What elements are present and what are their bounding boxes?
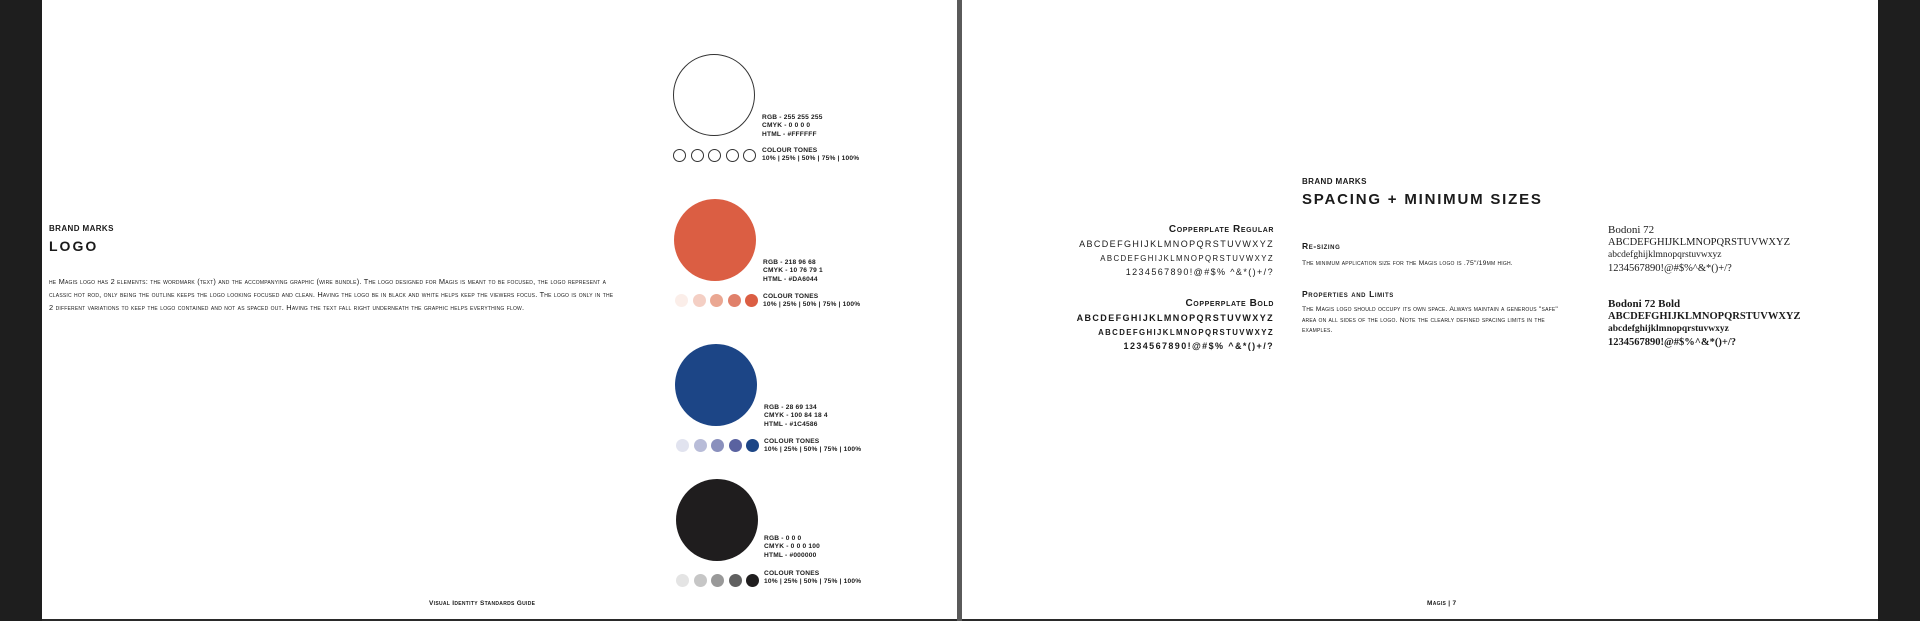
copperplate-bold-symbols: 1234567890!@#$% ^&*()+/? <box>1123 341 1274 351</box>
swatch-black-tones <box>676 574 764 592</box>
swatch-orange-circle <box>674 199 756 281</box>
swatch-blue-tones <box>676 439 764 457</box>
page-title: LOGO <box>49 238 99 254</box>
swatch-blue-cmyk: CMYK - 100 84 18 4 <box>764 412 828 420</box>
swatch-white-rgb: RGB - 255 255 255 <box>762 114 823 121</box>
tone-100 <box>746 574 759 587</box>
tone-25 <box>691 149 704 162</box>
swatch-orange-tones-label <box>763 293 860 310</box>
copperplate-bold-lower: ABCDEFGHIJKLMNOPQRSTUVWXYZ <box>1098 328 1274 337</box>
bodoni-72-upper: ABCDEFGHIJKLMNOPQRSTUVWXYZ <box>1608 237 1791 248</box>
copperplate-regular-name: Copperplate Regular <box>1168 224 1274 235</box>
swatch-blue-tones-label <box>764 438 861 455</box>
tones-title: COLOUR TONES <box>764 438 820 445</box>
tone-25 <box>694 574 707 587</box>
copperplate-regular-symbols: 1234567890!@#$% ^&*()+/? <box>1125 267 1274 277</box>
swatch-orange-html: HTML - #DA6044 <box>763 275 818 283</box>
tone-100 <box>743 149 756 162</box>
left-edge-bar <box>0 0 42 621</box>
swatch-black-circle <box>676 479 758 561</box>
tone-50 <box>711 574 724 587</box>
tone-10 <box>676 574 689 587</box>
swatch-orange-rgb: RGB - 218 96 68 <box>763 259 816 266</box>
page-spread-divider <box>957 0 962 621</box>
tones-title: COLOUR TONES <box>763 293 819 300</box>
swatch-blue <box>675 344 757 426</box>
tone-25 <box>693 294 706 307</box>
tone-10 <box>673 149 686 162</box>
copperplate-regular-lower: ABCDEFGHIJKLMNOPQRSTUVWXYZ <box>1100 254 1274 263</box>
tone-10 <box>675 294 688 307</box>
tone-75 <box>728 294 741 307</box>
bodoni-72-bold-symbols: 1234567890!@#$%^&*()+/? <box>1608 337 1737 348</box>
swatch-white-tones-label <box>762 147 859 164</box>
bodoni-72-bold-specimen <box>1608 298 1801 349</box>
tones-scale: 10% | 25% | 50% | 75% | 100% <box>762 155 860 163</box>
bodoni-72-symbols: 1234567890!@#$%^&*()+/? <box>1608 263 1732 274</box>
swatch-white-tones <box>673 149 761 167</box>
tone-75 <box>729 439 742 452</box>
swatch-white-values <box>762 114 823 139</box>
swatch-orange <box>674 199 756 281</box>
swatch-blue-values <box>764 404 828 429</box>
swatch-white-cmyk: CMYK - 0 0 0 0 <box>762 122 811 130</box>
bodoni-72-lower: abcdefghijklmnopqrstuvwxyz <box>1608 250 1722 260</box>
copperplate-regular-specimen <box>1050 224 1274 277</box>
tone-50 <box>711 439 724 452</box>
copperplate-bold-name: Copperplate Bold <box>1185 298 1274 309</box>
right-edge-bar <box>1878 0 1920 621</box>
swatch-black-html: HTML - #000000 <box>764 551 817 559</box>
copperplate-bold-specimen <box>1050 298 1274 351</box>
tone-50 <box>708 149 721 162</box>
swatch-blue-circle <box>675 344 757 426</box>
bodoni-72-bold-name: Bodoni 72 Bold <box>1608 298 1681 310</box>
copperplate-regular-upper: ABCDEFGHIJKLMNOPQRSTUVWXYZ <box>1079 239 1274 249</box>
tones-title: COLOUR TONES <box>764 570 820 577</box>
swatch-white-circle <box>673 54 755 136</box>
tones-scale: 10% | 25% | 50% | 75% | 100% <box>763 301 861 309</box>
bodoni-72-specimen <box>1608 224 1790 275</box>
swatch-black-cmyk: CMYK - 0 0 0 100 <box>764 543 820 551</box>
spacing-title: SPACING + MINIMUM SIZES <box>1302 191 1543 208</box>
swatch-black-rgb: RGB - 0 0 0 <box>764 535 802 542</box>
resizing-heading: Re-sizing <box>1302 241 1341 251</box>
tone-10 <box>676 439 689 452</box>
right-eyebrow: BRAND MARKS <box>1302 177 1367 186</box>
tone-100 <box>745 294 758 307</box>
bodoni-72-bold-lower: abcdefghijklmnopqrstuvwxyz <box>1608 324 1729 334</box>
right-footer: Magis | 7 <box>1427 600 1457 607</box>
tone-75 <box>729 574 742 587</box>
properties-heading: Properties and Limits <box>1302 289 1394 299</box>
logo-description: he Magis logo has 2 elements: the wordmark (text) and the accompanying graphic (wire bundle). The logo designed for Magis is meant to be focused, the logo represent a classic hot rod, only being the outline keeps the logo looking focused and clean. Having the logo be in black and white helps keep the viewers focus. The logo is only in the 2 different variations to keep the logo contained and not as spaced out. Having the text fall right underneath the graphic helps everything flow. <box>49 277 614 312</box>
swatch-black-values <box>764 535 820 560</box>
swatch-black-tones-label <box>764 570 861 587</box>
swatch-black <box>676 479 758 561</box>
left-footer: Visual Identity Standards Guide <box>429 600 536 607</box>
bodoni-72-name: Bodoni 72 <box>1608 224 1655 236</box>
bodoni-72-bold-upper: ABCDEFGHIJKLMNOPQRSTUVWXYZ <box>1608 311 1801 322</box>
copperplate-bold-upper: ABCDEFGHIJKLMNOPQRSTUVWXYZ <box>1076 313 1274 323</box>
tones-title: COLOUR TONES <box>762 147 818 154</box>
tone-50 <box>710 294 723 307</box>
swatch-orange-values <box>763 259 823 284</box>
swatch-white <box>673 54 755 136</box>
swatch-orange-tones <box>675 294 763 312</box>
swatch-orange-cmyk: CMYK - 10 76 79 1 <box>763 267 823 275</box>
tones-scale: 10% | 25% | 50% | 75% | 100% <box>764 446 862 454</box>
swatch-white-html: HTML - #FFFFFF <box>762 130 817 138</box>
tone-25 <box>694 439 707 452</box>
tones-scale: 10% | 25% | 50% | 75% | 100% <box>764 578 862 586</box>
properties-body: The Magis logo should occupy its own space. Always maintain a generous "safe" area on all sides of the logo. Note the clearly defined spacing limits in the examples. <box>1302 306 1558 334</box>
tone-100 <box>746 439 759 452</box>
swatch-blue-rgb: RGB - 28 69 134 <box>764 404 817 411</box>
tone-75 <box>726 149 739 162</box>
resizing-body: The minimum application size for the Magis logo is .75"/19mm high. <box>1302 260 1513 267</box>
swatch-blue-html: HTML - #1C4586 <box>764 420 818 428</box>
left-eyebrow: BRAND MARKS <box>49 224 114 233</box>
